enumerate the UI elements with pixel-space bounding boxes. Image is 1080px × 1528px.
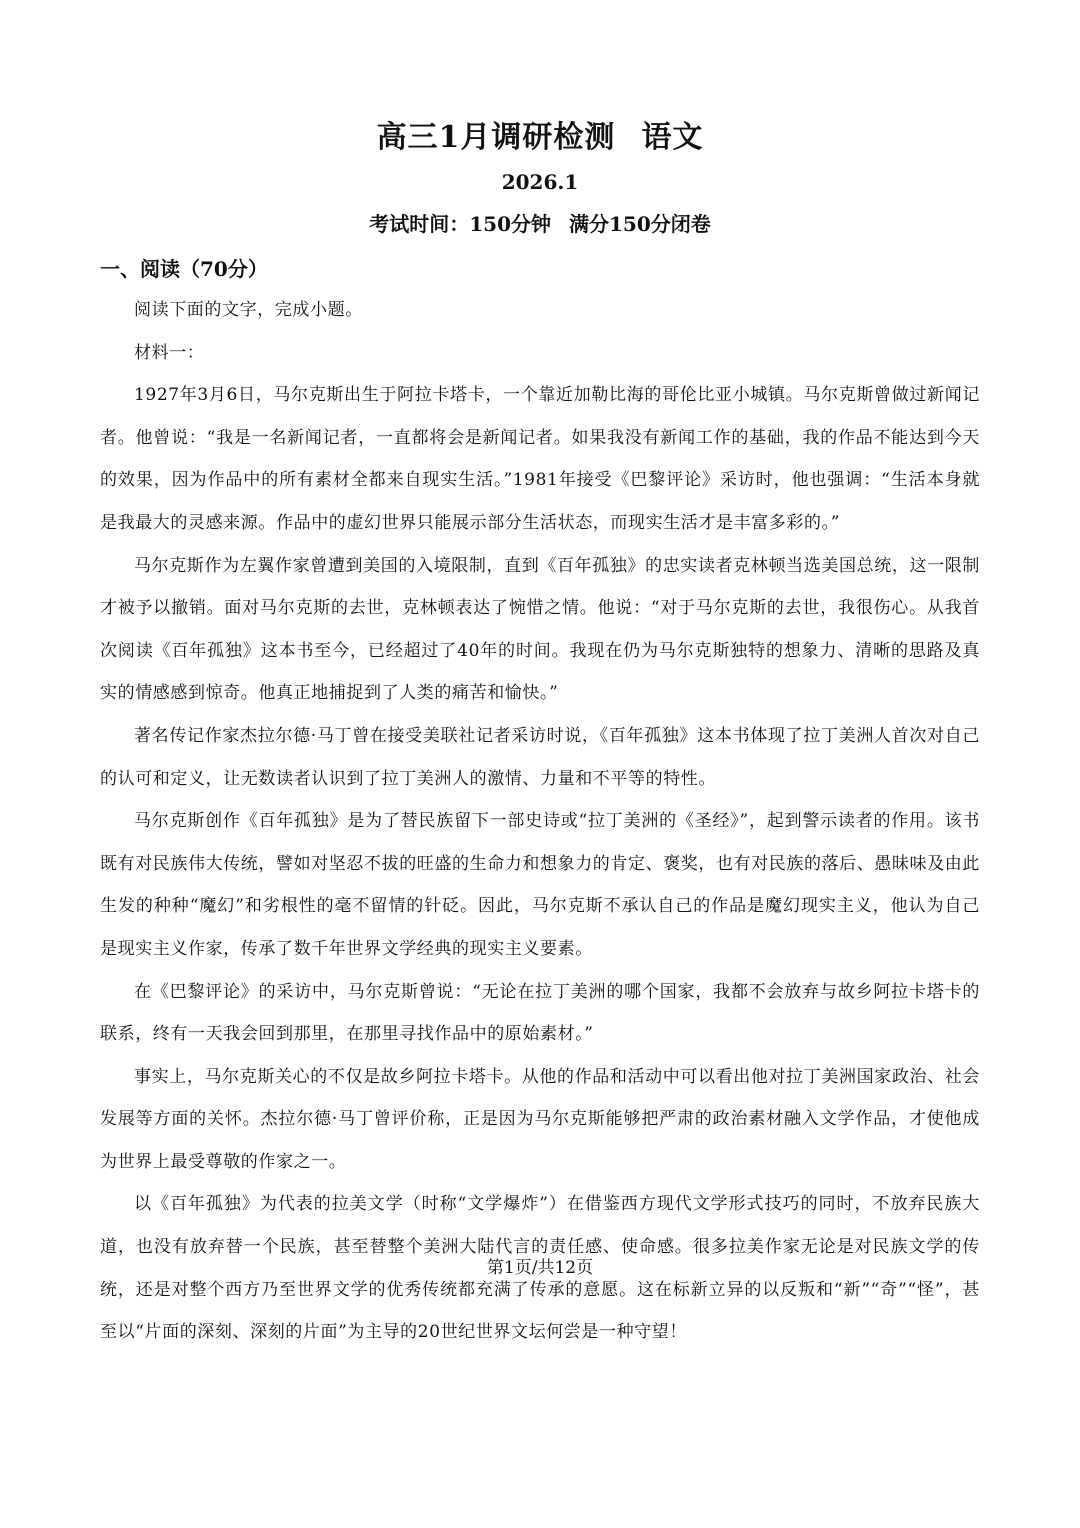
exam-info — [0, 208, 1080, 237]
exam-title — [0, 112, 1080, 156]
paragraph: 马尔克斯作为左翼作家曾遭到美国的入境限制，直到《百年孤独》的忠实读者克林顿当选美国总统，这一限制才被予以撤销。面对马尔克斯的去世，克林顿表达了惋惜之情。他说：“对于马尔克斯的去世，我很伤心。从我首次阅读《百年孤独》这本书至今，已经超过了40年的时间。我现在仍为马尔克斯独特的想象力、清晰的思路及真实的情感感到惊奇。他真正地捕捉到了人类的痛苦和愉快。” — [100, 555, 980, 704]
page-number: 第1页/共12页 — [486, 1258, 594, 1278]
paragraph: 在《巴黎评论》的采访中，马尔克斯曾说：“无论在拉丁美洲的哪个国家，我都不会放弃与故乡阿拉卡塔卡的联系，终有一天我会回到那里，在那里寻找作品中的原始素材。” — [100, 981, 980, 1045]
paragraph: 著名传记作家杰拉尔德·马丁曾在接受美联社记者采访时说，《百年孤独》这本书体现了拉丁美洲人首次对自己的认可和定义，让无数读者认识到了拉丁美洲人的激情、力量和不平等的特性。 — [100, 725, 980, 789]
exam-subject: 语文 — [641, 120, 704, 155]
reading-material — [100, 289, 980, 1354]
paragraph: 1927年3月6日，马尔克斯出生于阿拉卡塔卡，一个靠近加勒比海的哥伦比亚小城镇。马尔克斯曾做过新闻记者。他曾说：“我是一名新闻记者，一直都将会是新闻记者。如果我没有新闻工作的基础，我的作品不能达到今天的效果，因为作品中的所有素材全都来自现实生活。”1981年接受《巴黎评论》采访时，他也强调：“生活本身就是我最大的灵感来源。作品中的虚幻世界只能展示部分生活状态，而现实生活才是丰富多彩的。” — [100, 385, 980, 533]
section-heading: 一、阅读（70分） — [100, 257, 268, 281]
paragraph: 事实上，马尔克斯关心的不仅是故乡阿拉卡塔卡。从他的作品和活动中可以看出他对拉丁美洲国家政治、社会发展等方面的关怀。杰拉尔德·马丁曾评价称，正是因为马尔克斯能够把严肃的政治素材融入文学作品，才使他成为世界上最受尊敬的作家之一。 — [100, 1066, 980, 1172]
exam-title-main: 高三1月调研检测 — [376, 120, 616, 155]
paragraph: 马尔克斯创作《百年孤独》是为了替民族留下一部史诗或“拉丁美洲的《圣经》”，起到警示读者的作用。该书既有对民族伟大传统，譬如对坚忍不拔的旺盛的生命力和想象力的肯定、褒奖，也有对民族的落后、愚昧味及由此生发的种种“魔幻”和劣根性的毫不留情的针砭。因此，马尔克斯不承认自己的作品是魔幻现实主义，他认为自己是现实主义作家，传承了数千年世界文学经典的现实主义要素。 — [100, 811, 980, 959]
instruction-text: 阅读下面的文字，完成小题。 — [134, 300, 363, 320]
full-marks: 满分150分闭卷 — [569, 212, 711, 236]
exam-time: 考试时间：150分钟 — [369, 212, 551, 236]
material-label: 材料一： — [134, 342, 205, 363]
exam-date: 2026.1 — [501, 170, 579, 194]
paragraph: 以《百年孤独》为代表的拉美文学（时称“文学爆炸”）在借鉴西方现代文学形式技巧的同时，不放弃民族大道，也没有放弃替一个民族，甚至替整个美洲大陆代言的责任感、使命感。很多拉美作家无论是对民族文学的传统，还是对整个西方乃至世界文学的优秀传统都充满了传承的意愿。这在标新立异的以反叛和“新”“奇”“怪”，甚至以“片面的深刻、深刻的片面”为主导的20世纪世界文坛何尝是一种守望！ — [100, 1194, 980, 1343]
